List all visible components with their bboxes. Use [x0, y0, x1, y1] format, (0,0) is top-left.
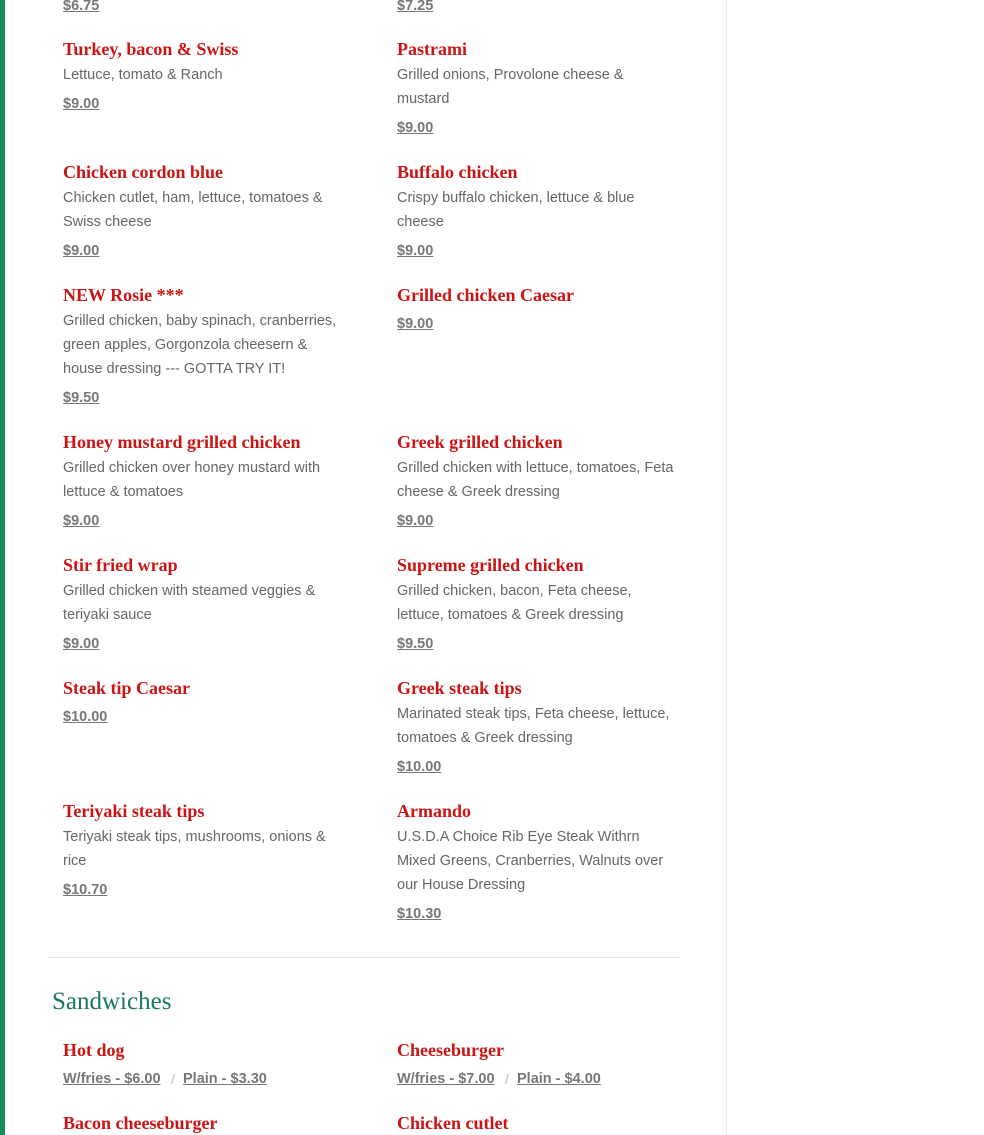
menu-item-price: W/fries - $7.00 [397, 1071, 495, 1087]
section-heading-sandwiches: Sandwiches [52, 988, 172, 1015]
menu-item-title: Chicken cutlet [397, 1113, 509, 1133]
menu-item-price: $9.00 [397, 513, 434, 529]
menu-item-description: Grilled chicken, baby spinach, cranberries, green apples, Gorgonzola cheesern & house dressing --- GOTTA TRY IT! [63, 313, 337, 377]
menu-item-price: $9.00 [397, 316, 434, 332]
menu-item-title: Chicken cordon blue [63, 162, 224, 182]
menu-item-price: $10.00 [63, 709, 108, 725]
column-divider [726, 0, 727, 1135]
menu-item-title: Hot dog [63, 1040, 125, 1060]
menu-item-price: $9.00 [397, 243, 434, 259]
menu-item-description: Grilled chicken, bacon, Feta cheese, lettuce, tomatoes & Greek dressing [397, 583, 632, 623]
menu-item-price: $9.00 [397, 120, 434, 136]
menu-item-title: Cheeseburger [397, 1040, 504, 1060]
menu-item-price: Plain - $4.00 [517, 1071, 601, 1087]
menu-item-price: $6.75 [63, 0, 100, 14]
menu-item-price: $9.00 [63, 243, 100, 259]
menu-item-description: Crispy buffalo chicken, lettuce & blue cheese [397, 190, 635, 230]
menu-item-price: $9.00 [63, 96, 100, 112]
menu-item-price: $7.25 [397, 0, 434, 14]
section-divider [48, 957, 680, 958]
menu-item-title: Greek grilled chicken [397, 432, 563, 452]
menu-item-description: Grilled chicken over honey mustard with lettuce & tomatoes [63, 460, 321, 500]
menu-item-title: Honey mustard grilled chicken [63, 432, 301, 452]
menu-item-title: Greek steak tips [397, 678, 522, 698]
menu-item-description: Grilled chicken with steamed veggies & teriyaki sauce [63, 583, 316, 623]
menu-item-description: Chicken cutlet, ham, lettuce, tomatoes & Swiss cheese [63, 190, 323, 230]
menu-item-title: Supreme grilled chicken [397, 555, 584, 575]
menu-item-price: Plain - $3.30 [183, 1071, 267, 1087]
menu-item-description: U.S.D.A Choice Rib Eye Steak Withrn Mixed Greens, Cranberries, Walnuts over our House Dressing [397, 829, 664, 893]
menu-item-price: $9.50 [63, 390, 100, 406]
menu-item-price: $9.00 [63, 513, 100, 529]
menu-item-description: Teriyaki steak tips, mushrooms, onions & rice [63, 829, 326, 869]
menu-item-title: Turkey, bacon & Swiss [63, 39, 239, 59]
menu-item-description: Lettuce, tomato & Ranch [63, 67, 223, 83]
menu-item-title: Bacon cheeseburger [63, 1113, 218, 1133]
menu-item-price: $9.00 [63, 636, 100, 652]
menu-item-price: $10.70 [63, 882, 108, 898]
menu-item-price: $10.00 [397, 759, 442, 775]
price-separator: / [505, 1071, 509, 1087]
menu-item-price: W/fries - $6.00 [63, 1071, 161, 1087]
menu-item-title: Buffalo chicken [397, 162, 518, 182]
price-separator: / [171, 1071, 175, 1087]
menu-item-title: NEW Rosie *** [63, 285, 184, 305]
menu-item-title: Pastrami [397, 39, 467, 59]
menu-item-title: Steak tip Caesar [63, 678, 190, 698]
menu-item-description: Marinated steak tips, Feta cheese, lettuce, tomatoes & Greek dressing [397, 706, 670, 746]
menu-item-title: Stir fried wrap [63, 555, 178, 575]
left-accent-bar [0, 0, 5, 1135]
menu-item-title: Teriyaki steak tips [63, 801, 205, 821]
menu-item-description: Grilled onions, Provolone cheese & mustard [397, 67, 624, 107]
menu-item-price: $10.30 [397, 906, 442, 922]
menu-item-title: Grilled chicken Caesar [397, 285, 574, 305]
menu-item-title: Armando [397, 801, 472, 821]
menu-item-price: $9.50 [397, 636, 434, 652]
menu-item-description: Grilled chicken with lettuce, tomatoes, Feta cheese & Greek dressing [397, 460, 674, 500]
